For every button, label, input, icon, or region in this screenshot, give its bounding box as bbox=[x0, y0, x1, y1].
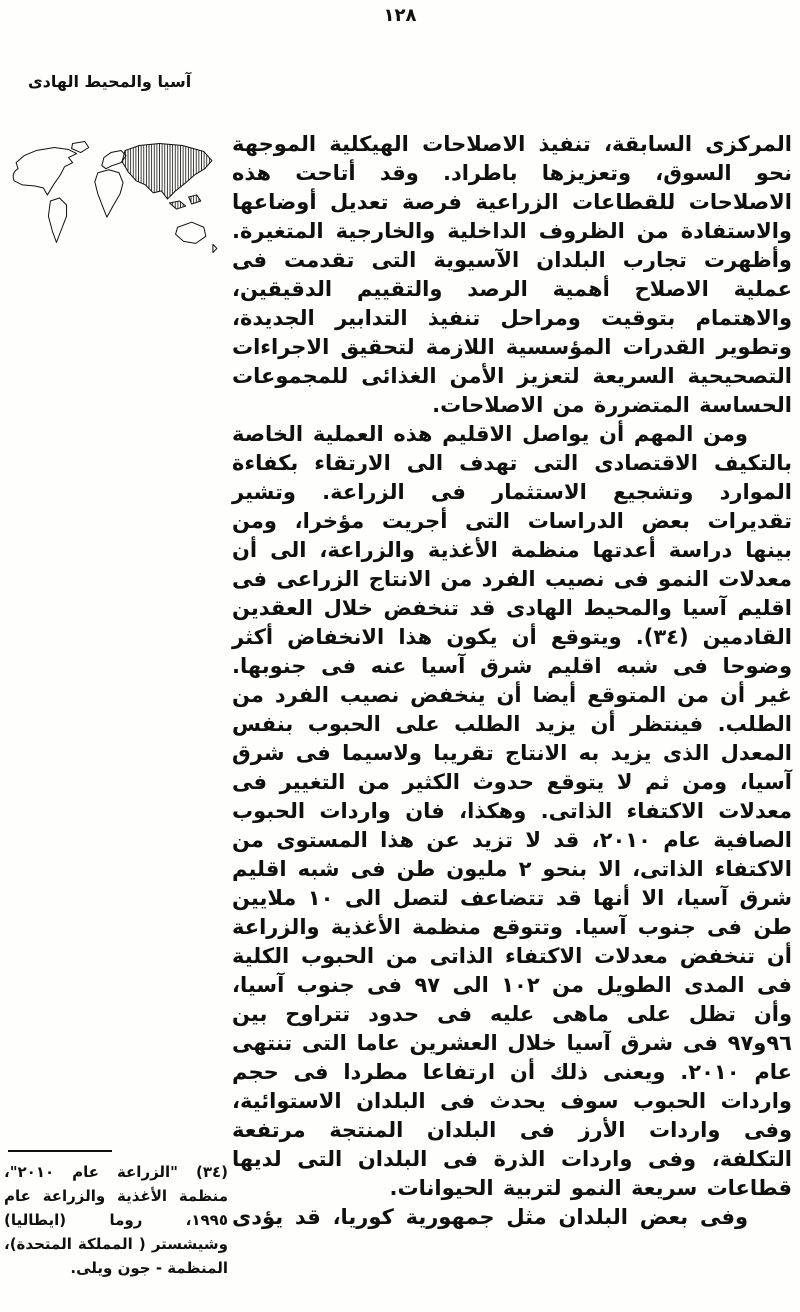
footnote-text: (٣٤) "الزراعة عام ٢٠١٠"، منظمة الأغذية والزراعة عام ١٩٩٥، روما (ايطاليا) وشيشستر ( المملكة المتحدة)، المنظمة - جون ويلى. bbox=[4, 1163, 228, 1277]
world-map-icon bbox=[6, 138, 225, 265]
footnote-separator bbox=[8, 1150, 112, 1152]
paragraph: المركزى السابقة، تنفيذ الاصلاحات الهيكلية الموجهة نحو السوق، وتعزيزها باطراد. وقد أتاحت هذه الاصلاحات للقطاعات الزراعية فرصة تعديل أوضاعها والاستفادة من الظروف الداخلية والخارجية المتغيرة. وأظهرت تجارب البلدان الآسيوية التى تقدمت فى عملية الاصلاح أهمية الرصد والتقييم الدقيقين، والاهتمام بتوقيت ومراحل تنفيذ التدابير الجديدة، وتطوير القدرات المؤسسية اللازمة لتحقيق الاجراءات التصحيحية السريعة لتعزيز الأمن الغذائى للمجموعات الحساسة المتضررة من الاصلاحات. bbox=[232, 132, 792, 417]
paragraph: ومن المهم أن يواصل الاقليم هذه العملية الخاصة بالتكيف الاقتصادى التى تهدف الى الارتقاء بكفاءة الموارد وتشجيع الاستثمار فى الزراعة. وتشير تقديرات بعض الدراسات التى أجريت مؤخرا، ومن بينها دراسة أعدتها منظمة الأغذية والزراعة، الى أن معدلات النمو فى نصيب الفرد من الانتاج الزراعى فى اقليم آسيا والمحيط الهادى قد تنخفض خلال العقدين القادمين (٣٤). ويتوقع أن يكون هذا الانخفاض أكثر وضوحا فى شبه اقليم شرق آسيا عنه فى جنوبها. غير أن من المتوقع أيضا أن ينخفض نصيب الفرد من الطلب. فينتظر أن يزيد الطلب على الحبوب بنفس المعدل الذى يزيد به الانتاج تقريبا ولاسيما فى شرق آسيا، ومن ثم لا يتوقع حدوث الكثير من التغيير فى معدلات الاكتفاء الذاتى. وهكذا، فان واردات الحبوب الصافية عام ٢٠١٠، قد لا تزيد عن هذا المستوى من الاكتفاء الذاتى، الا بنحو ٢ مليون طن فى شبه اقليم شرق آسيا، الا أنها قد تتضاعف لتصل الى ١٠ ملايين طن فى جنوب آسيا. وتتوقع منظمة الأغذية والزراعة أن تنخفض معدلات الاكتفاء الذاتى من الحبوب الكلية فى المدى الطويل من ١٠٢ الى ٩٧ فى جنوب آسيا، وأن تظل على ماهى عليه فى حدود تتراوح بين ٩٦و٩٧ فى شرق آسيا خلال العشرين عاما التى تنتهى عام ٢٠١٠. ويعنى ذلك أن ارتفاعا مطردا فى حجم واردات الحبوب سوف يحدث فى البلدان الاستوائية، وفى واردات الأرز فى البلدان المنتجة مرتفعة التكلفة، وفى واردات الذرة فى البلدان التى لديها قطاعات سريعة النمو لتربية الحيوانات. bbox=[232, 422, 792, 1200]
page-number: ١٢٨ bbox=[383, 5, 417, 26]
body-text bbox=[232, 130, 792, 1232]
paragraph: وفى بعض البلدان مثل جمهورية كوريا، قد يؤدى bbox=[232, 1205, 748, 1229]
section-header: آسيا والمحيط الهادى bbox=[28, 72, 192, 91]
